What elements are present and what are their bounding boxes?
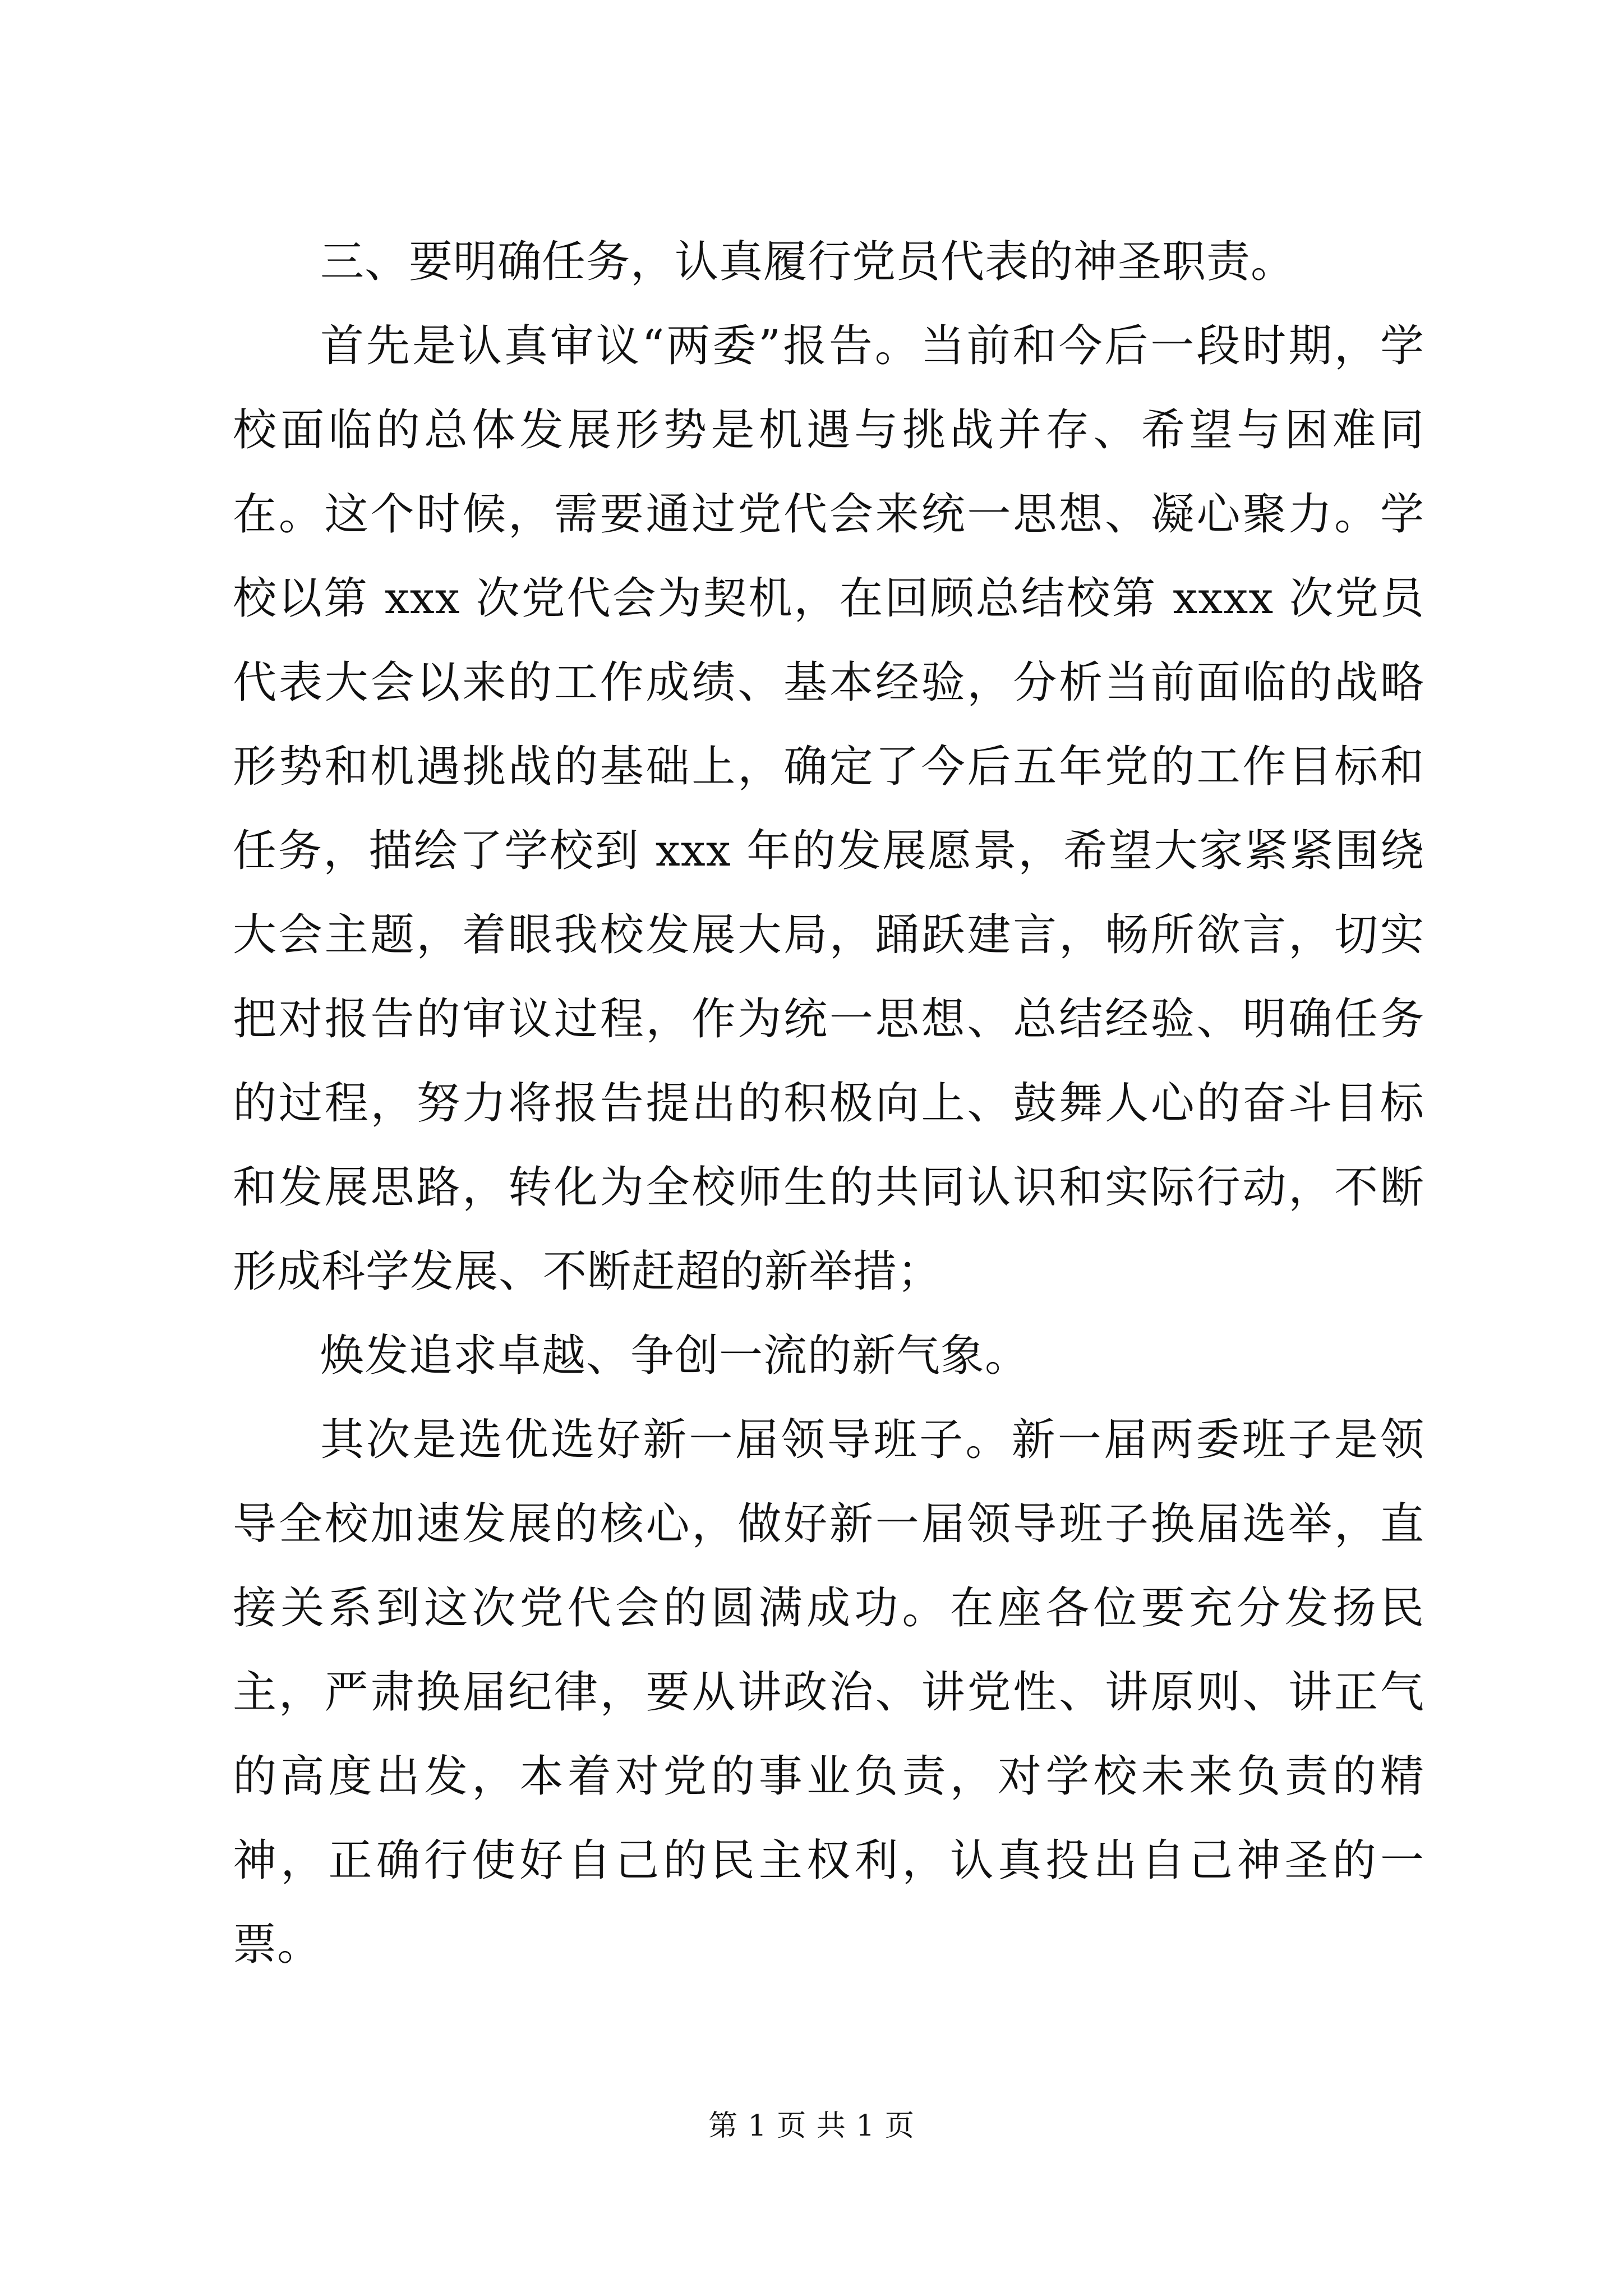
paragraph-new-atmosphere: 焕发追求卓越、争创一流的新气象。 [320, 1331, 1030, 1381]
paragraph-election: 其次是选优选好新一届领导班子。新一届两委班子是领导全校加速发展的核心，做好新一届领导班子换届选举，直接关系到这次党代会的圆满成功。在座各位要充分发扬民主，严肃换届纪律，要从讲政治、讲党性、讲原则、讲正气的高度出发，本着对党的事业负责，对学校未来负责的精神，正确行使好自己的民主权利，认真投出自己神圣的一票。 [233, 1415, 1424, 1970]
paragraph-section-heading: 三、要明确任务，认真履行党员代表的神圣职责。 [320, 237, 1295, 287]
page-number-footer: 第 1 页 共 1 页 [708, 2109, 915, 2143]
document-body [233, 220, 1424, 1987]
paragraph-review-report: 首先是认真审议“两委”报告。当前和今后一段时期，学校面临的总体发展形势是机遇与挑战并存、希望与困难同在。这个时候，需要通过党代会来统一思想、凝心聚力。学校以第 xxx 次党代会为契机，在回顾总结校第 xxxx 次党员代表大会以来的工作成绩、基本经验，分析当前面临的战略形势和机遇挑战的基础上，确定了今后五年党的工作目标和任务，描绘了学校到 xxx 年的发展愿景，希望大家紧紧围绕大会主题，着眼我校发展大局，踊跃建言，畅所欲言，切实把对报告的审议过程，作为统一思想、总结经验、明确任务的过程，努力将报告提出的积极向上、鼓舞人心的奋斗目标和发展思路，转化为全校师生的共同认识和实际行动，不断形成科学发展、不断赶超的新举措； [233, 321, 1424, 1297]
